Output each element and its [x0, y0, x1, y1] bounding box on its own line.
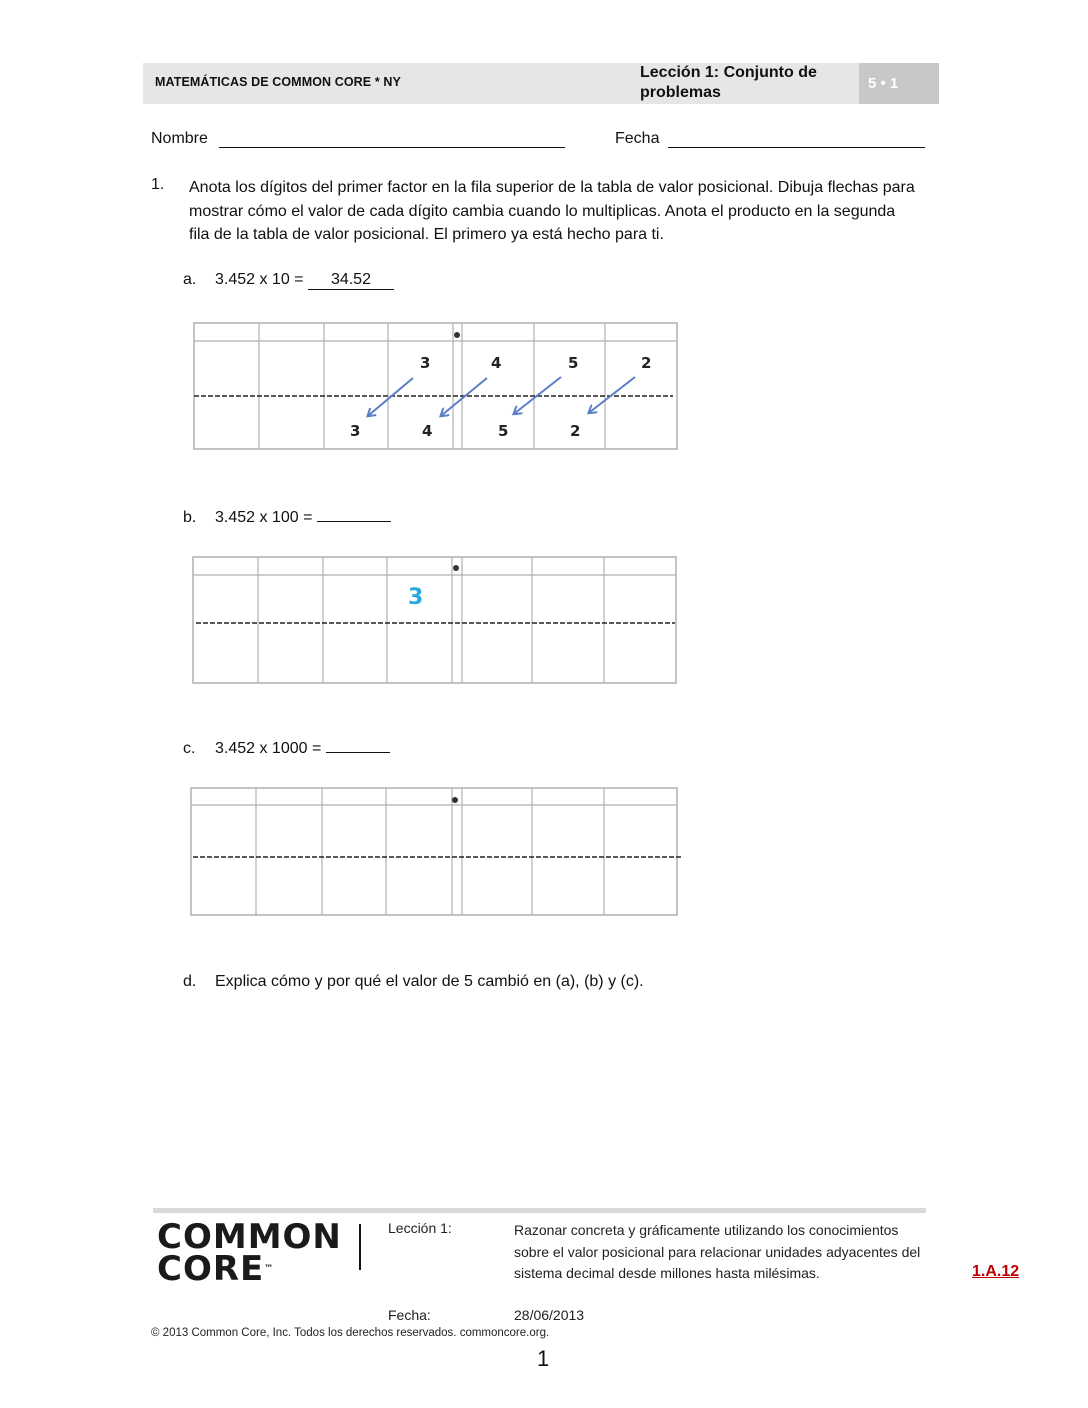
- part-a-equation: 3.452 x 10 =: [215, 271, 308, 288]
- page-number: 1: [537, 1346, 550, 1371]
- header-title: MATEMÁTICAS DE COMMON CORE * NY: [155, 75, 401, 89]
- chart-a-bottom-digit: 3: [350, 422, 361, 440]
- chart-c-decimal-point: [452, 797, 458, 803]
- part-d-prompt: Explica cómo y por qué el valor de 5 cambió en (a), (b) y (c).: [215, 973, 644, 990]
- lesson-title: Lección 1: Conjunto de problemas: [640, 64, 817, 101]
- question-number: 1.: [151, 176, 165, 193]
- place-value-chart-a: [193, 322, 679, 452]
- chart-a-decimal-point: [454, 332, 460, 338]
- chart-a-top-digit: 3: [420, 354, 431, 372]
- footer-rule: [153, 1208, 926, 1213]
- lesson-code-link[interactable]: 1.A.12: [972, 1263, 1020, 1280]
- copyright: © 2013 Common Core, Inc. Todos los derechos reservados. commoncore.org.: [151, 1327, 550, 1339]
- footer-date-value: 28/06/2013: [514, 1307, 585, 1323]
- place-value-chart-c: [190, 787, 684, 918]
- date-label: Fecha: [615, 130, 660, 147]
- part-c-expression: [215, 740, 390, 758]
- chart-a-top-digit: 4: [491, 354, 502, 372]
- part-b-letter: b.: [183, 509, 197, 526]
- part-c-letter: c.: [183, 740, 196, 757]
- chart-a-top-digit: 2: [641, 354, 652, 372]
- part-b-equation: 3.452 x 100 =: [215, 509, 317, 526]
- date-field[interactable]: [668, 147, 925, 148]
- part-c-answer[interactable]: [326, 752, 390, 753]
- part-a-expression: [215, 271, 394, 290]
- name-label: Nombre: [151, 130, 208, 147]
- grade-module-label: 5 • 1: [868, 75, 899, 92]
- footer-date-label: Fecha:: [388, 1307, 431, 1323]
- logo-line-1: COMMON: [157, 1217, 342, 1257]
- place-value-chart-b: [192, 556, 678, 686]
- footer-divider: [359, 1224, 361, 1270]
- common-core-logo: [157, 1217, 342, 1289]
- chart-a-bottom-digit: 4: [422, 422, 433, 440]
- footer-lesson-label: Lección 1:: [388, 1220, 452, 1236]
- chart-b-decimal-point: [453, 565, 459, 571]
- chart-a-bottom-digit: 2: [570, 422, 581, 440]
- chart-a-bottom-digit: 5: [498, 422, 509, 440]
- question-text: Anota los dígitos del primer factor en la fila superior de la tabla de valor posicional. Dibuja flechas para mostrar cómo el valor de cada dígito cambia cuando lo multiplicas. Anota el producto en la segunda fila de la tabla de valor posicional. El primero ya está hecho para ti.: [189, 179, 915, 243]
- chart-a-top-digit: 5: [568, 354, 579, 372]
- logo-line-2: CORE™: [157, 1249, 275, 1289]
- part-d-letter: d.: [183, 973, 197, 990]
- part-a-letter: a.: [183, 271, 197, 288]
- part-a-answer[interactable]: 34.52: [308, 271, 394, 290]
- part-b-expression: [215, 509, 391, 527]
- chart-b-top-digit: 3: [408, 585, 424, 610]
- part-b-answer[interactable]: [317, 521, 391, 522]
- part-c-equation: 3.452 x 1000 =: [215, 740, 326, 757]
- footer-lesson-description: Razonar concreta y gráficamente utilizando los conocimientos sobre el valor posicional para relacionar unidades adyacentes del sistema decimal desde millones hasta milésimas.: [514, 1222, 921, 1281]
- name-field[interactable]: [219, 147, 565, 148]
